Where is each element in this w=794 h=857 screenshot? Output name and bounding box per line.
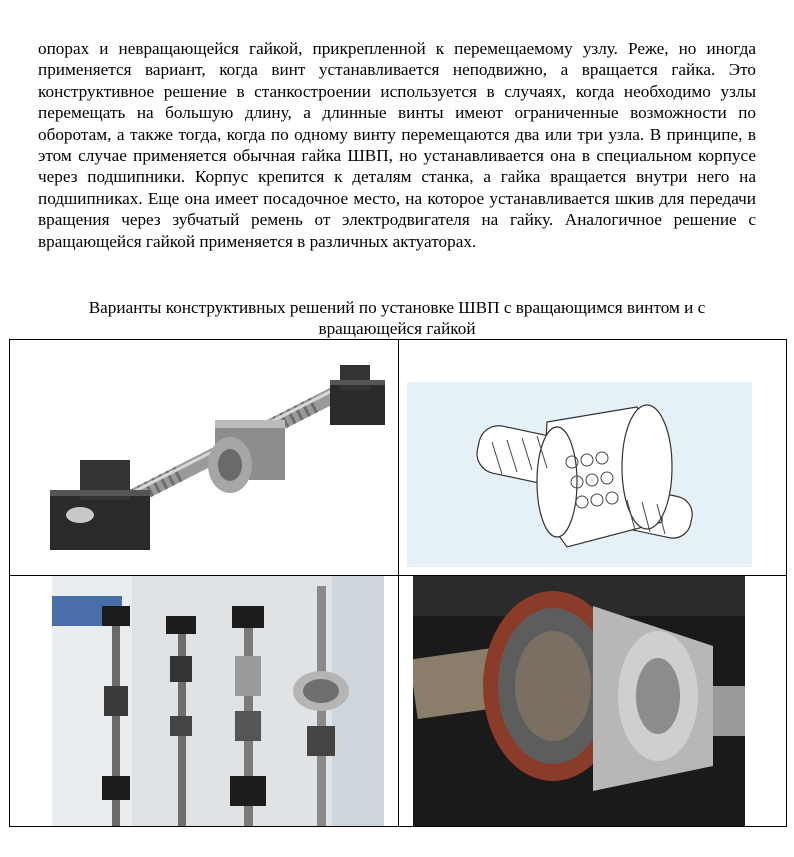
rotating-nut-pulley-photo <box>413 576 745 826</box>
figure-cell-3 <box>10 576 399 827</box>
ball-screw-with-support-blocks-render <box>10 340 425 575</box>
rotating-nut-cutaway-drawing <box>407 382 752 567</box>
figure-cell-4 <box>398 576 787 827</box>
body-paragraph: опорах и невращающейся гайкой, прикрепленной к перемещаемому узлу. Реже, но иногда применяется вариант, когда винт устанавливается неподвижно, а вращается гайка. Это конструктивное решение в станкостроении используется в случаях, когда необходимо узлы перемещать на большую длину, а длинные винты имеют ограниченные возможности по оборотам, а также тогда, когда по одному винту перемещаются два или три узла. В принципе, в этом случае применяется обычная гайка ШВП, но устанавливается она в специальном корпусе через подшипники. Корпус крепится к деталям станка, а гайка вращается внутри него на подшипниках. Еще она имеет посадочное место, на которое устанавливается шкив для передачи вращения через зубчатый ремень от электродвигателя на гайку. Аналогичное решение с вращающейся гайкой применяется в различных актуаторах. <box>38 39 756 251</box>
figure-table <box>9 339 787 827</box>
figure-cell-1 <box>10 340 399 576</box>
ball-screw-display-stand-photo <box>52 576 384 826</box>
figure-caption: Варианты конструктивных решений по установке ШВП с вращающимся винтом и с вращающейся гайкой <box>88 298 706 338</box>
figure-cell-2 <box>398 340 787 576</box>
